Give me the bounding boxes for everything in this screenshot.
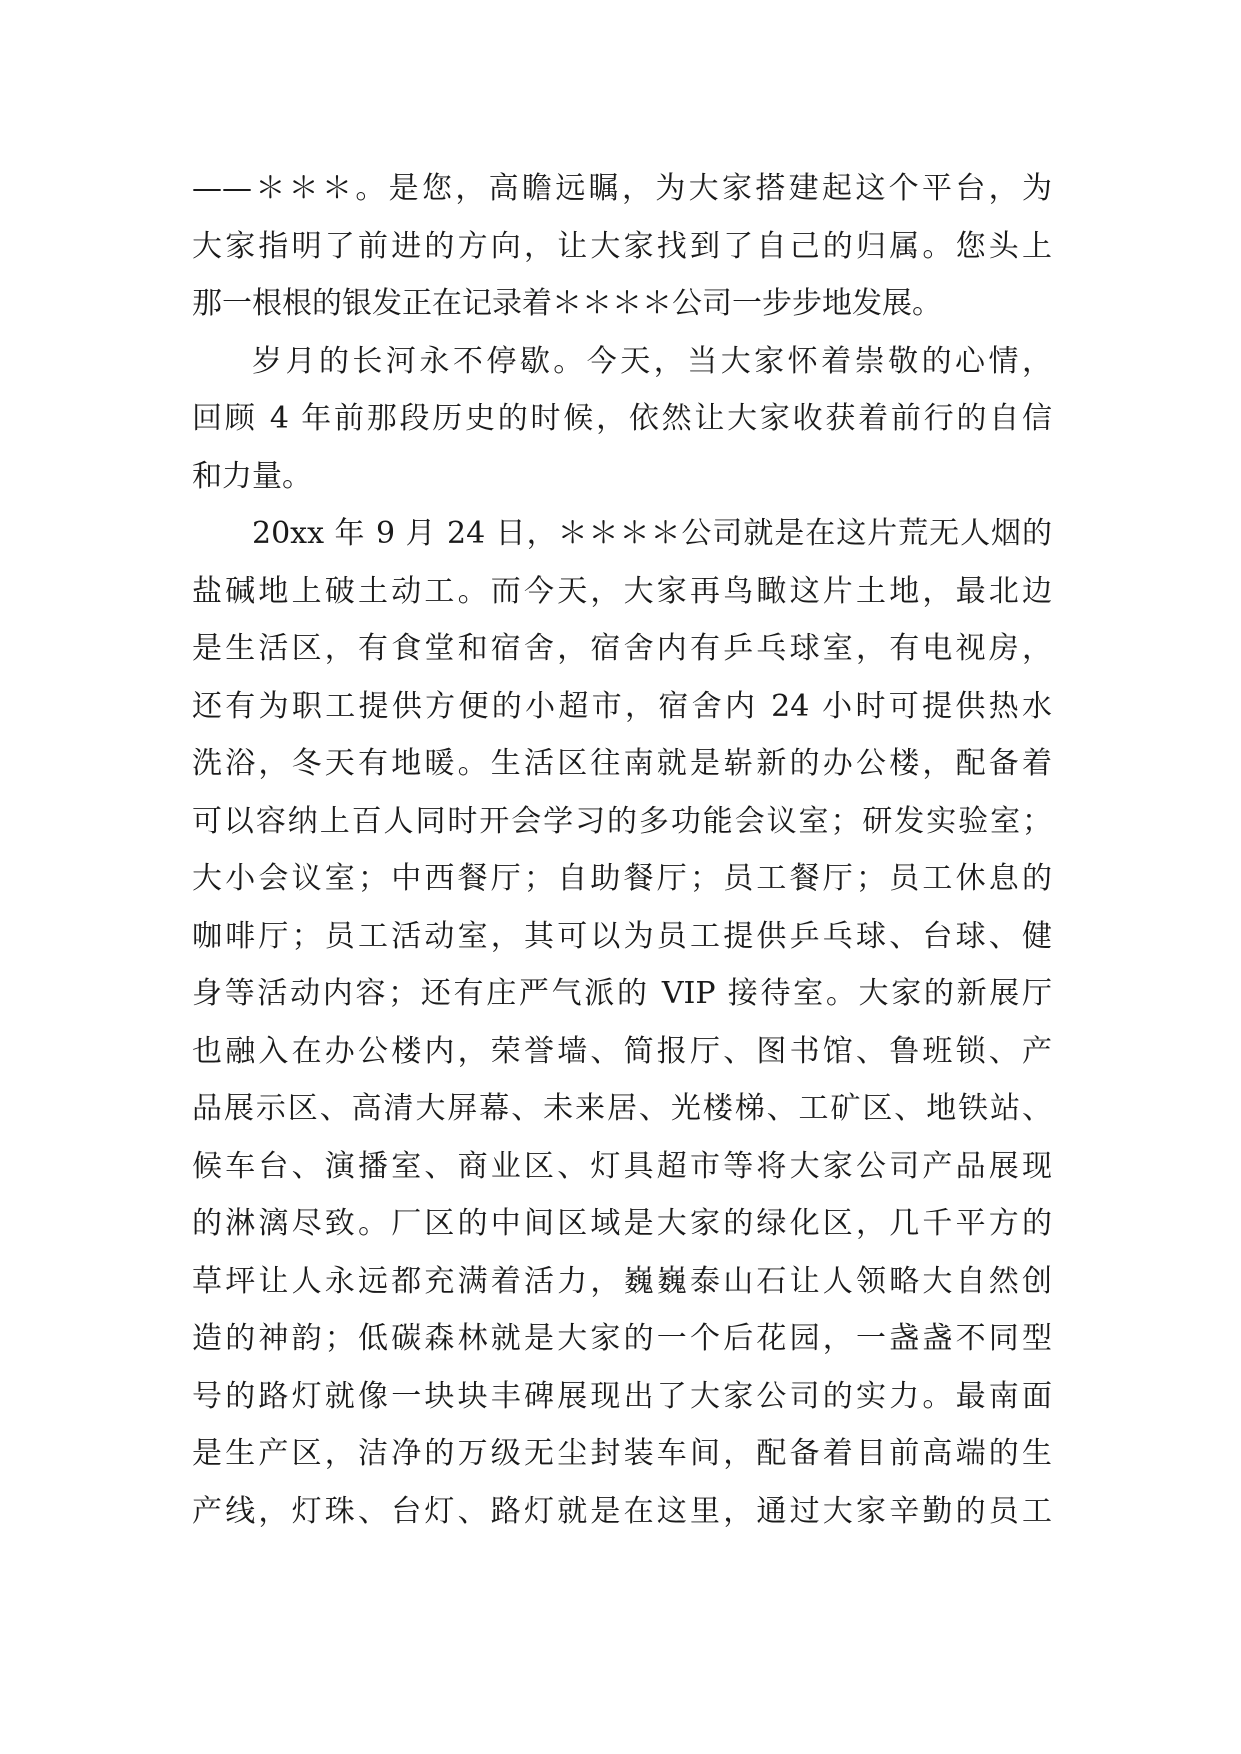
text-line: 的淋漓尽致。厂区的中间区域是大家的绿化区，几千平方的	[192, 1206, 1052, 1241]
text-line: 产线，灯珠、台灯、路灯就是在这里，通过大家辛勤的员工	[192, 1493, 1052, 1529]
text-line: 造的神韵；低碳森林就是大家的一个后花园，一盏盏不同型	[192, 1321, 1052, 1356]
text-line: 洗浴，冬天有地暖。生活区往南就是崭新的办公楼，配备着	[192, 746, 1052, 781]
text-line: 咖啡厅；员工活动室，其可以为员工提供乒乓球、台球、健	[192, 918, 1052, 954]
text-line: 回顾 4 年前那段历史的时候，依然让大家收获着前行的自信	[192, 401, 1052, 436]
text-line: 草坪让人永远都充满着活力，巍巍泰山石让人领略大自然创	[192, 1263, 1052, 1299]
text-line: 是生产区，洁净的万级无尘封装车间，配备着目前高端的生	[192, 1436, 1052, 1471]
body-text	[192, 160, 1052, 1540]
text-line: 大家指明了前进的方向，让大家找到了自己的归属。您头上	[192, 228, 1052, 264]
text-line: 和力量。	[192, 458, 312, 494]
paragraph-first-line: 20xx 年 9 月 24 日，＊＊＊＊公司就是在这片荒无人烟的	[252, 516, 1052, 551]
text-line: 盐碱地上破土动工。而今天，大家再鸟瞰这片土地，最北边	[192, 573, 1052, 609]
text-line: ——＊＊＊。是您，高瞻远瞩，为大家搭建起这个平台，为	[192, 171, 1052, 206]
text-line: 品展示区、高清大屏幕、未来居、光楼梯、工矿区、地铁站、	[192, 1091, 1052, 1126]
text-line: 可以容纳上百人同时开会学习的多功能会议室；研发实验室；	[192, 803, 1052, 839]
text-line: 候车台、演播室、商业区、灯具超市等将大家公司产品展现	[192, 1148, 1052, 1184]
text-line: 号的路灯就像一块块丰碑展现出了大家公司的实力。最南面	[192, 1378, 1052, 1414]
paragraph-first-line: 岁月的长河永不停歇。今天，当大家怀着崇敬的心情，	[252, 343, 1052, 379]
text-line: 身等活动内容；还有庄严气派的 VIP 接待室。大家的新展厅	[192, 976, 1052, 1011]
text-line: 也融入在办公楼内，荣誉墙、简报厅、图书馆、鲁班锁、产	[192, 1033, 1052, 1069]
text-line: 还有为职工提供方便的小超市，宿舍内 24 小时可提供热水	[192, 688, 1052, 724]
text-line: 那一根根的银发正在记录着＊＊＊＊公司一步步地发展。	[192, 286, 942, 321]
text-line: 大小会议室；中西餐厅；自助餐厅；员工餐厅；员工休息的	[192, 861, 1052, 896]
text-line: 是生活区，有食堂和宿舍，宿舍内有乒乓球室，有电视房，	[192, 631, 1052, 666]
